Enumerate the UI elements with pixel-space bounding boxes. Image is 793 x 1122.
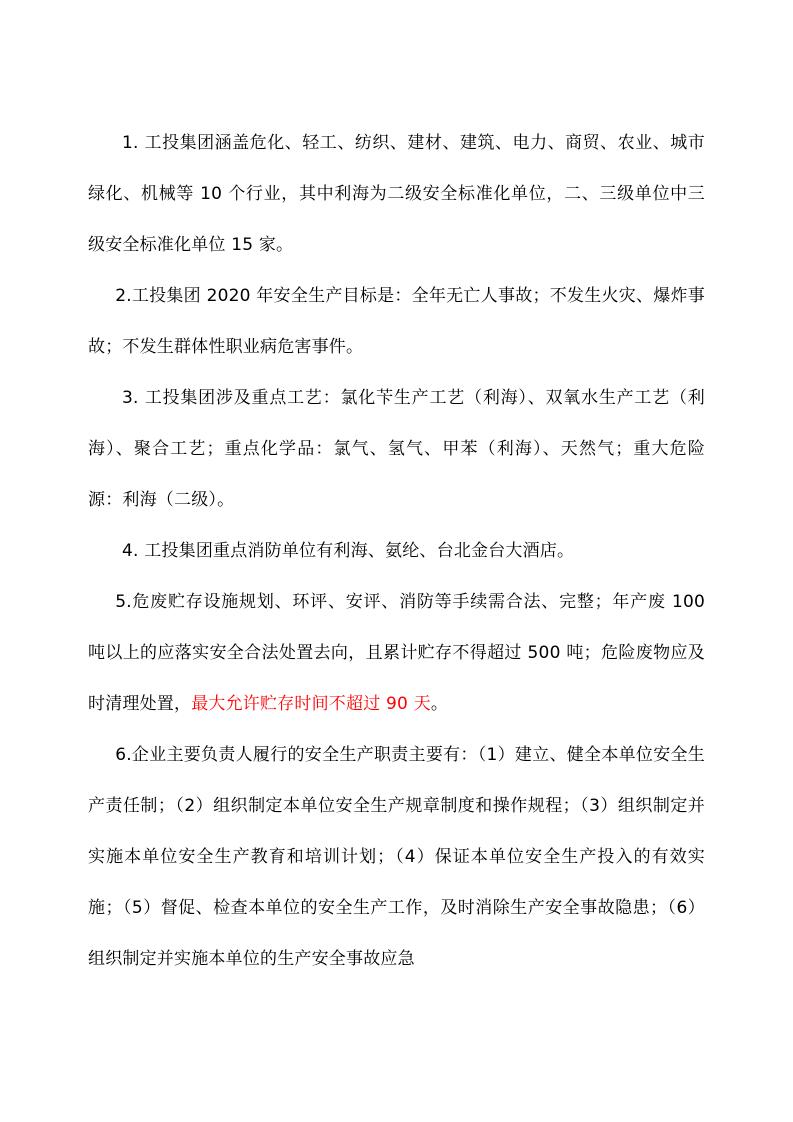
- paragraph-text: 2.工投集团 2020 年安全生产目标是：全年无亡人事故；不发生火灾、爆炸事故；不发生群体性职业病危害事件。: [88, 286, 705, 357]
- paragraph-text: 4. 工投集团重点消防单位有利海、氨纶、台北金台大酒店。: [122, 541, 575, 561]
- paragraph-text: 6.企业主要负责人履行的安全生产职责主要有：（1）建立、健全本单位安全生产责任制；（2）组织制定本单位安全生产规章制度和操作规程；（3）组织制定并实施本单位安全生产教育和培训计划；（4）保证本单位安全生产投入的有效实施；（5）督促、检查本单位的安全生产工作，及时消除生产安全事故隐患；（6）组织制定并实施本单位的生产安全事故应急: [88, 745, 705, 969]
- paragraph-4: [88, 526, 705, 577]
- paragraph-text: 5.危废贮存设施规划、环评、安评、消防等手续需合法、完整；年产废 100 吨以上的应落实安全合法处置去向，且累计贮存不得超过 500 吨；危险废物应及时清理处置，: [88, 592, 705, 714]
- paragraph-2: [88, 271, 705, 373]
- paragraph-6: [88, 730, 705, 985]
- paragraph-1: [88, 118, 705, 271]
- paragraph-text-tail: 。: [430, 694, 449, 714]
- document-body: [88, 118, 705, 985]
- paragraph-text: 3. 工投集团涉及重点工艺：氯化苄生产工艺（利海）、双氧水生产工艺（利海）、聚合工艺；重点化学品：氯气、氢气、甲苯（利海）、天然气；重大危险源：利海（二级）。: [88, 388, 705, 510]
- paragraph-text: 1. 工投集团涵盖危化、轻工、纺织、建材、建筑、电力、商贸、农业、城市绿化、机械等 10 个行业，其中利海为二级安全标准化单位，二、三级单位中三级安全标准化单位 15 家。: [88, 133, 705, 255]
- paragraph-3: [88, 373, 705, 526]
- highlighted-text: 最大允许贮存时间不超过 90 天: [191, 694, 431, 714]
- paragraph-5: [88, 577, 705, 730]
